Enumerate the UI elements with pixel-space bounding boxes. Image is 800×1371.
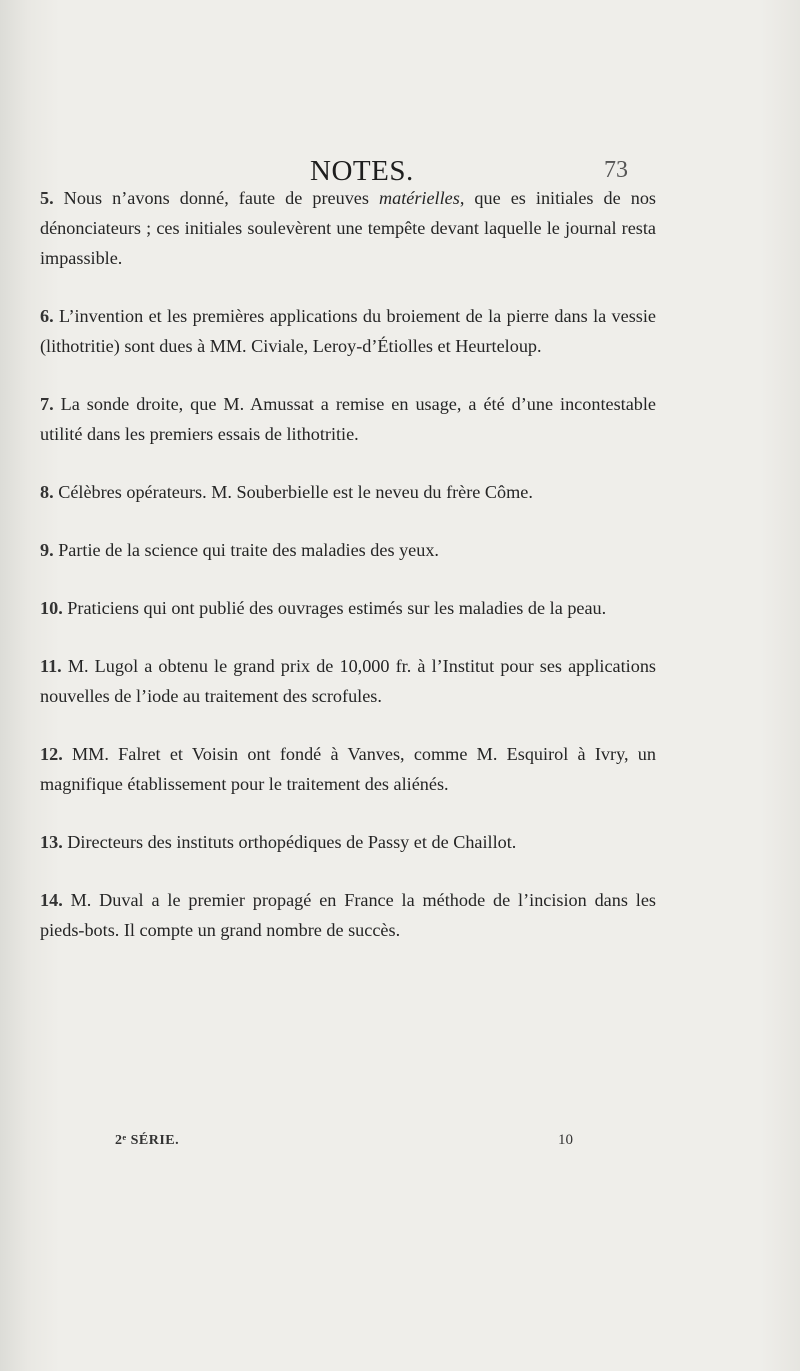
note-text: La sonde droite, que M. Amussat a remise en usage, a été d’une incontestable utilité dans les premiers essais de lithotritie. [40,394,656,444]
note-number: 7. [40,394,54,414]
note-text: Partie de la science qui traite des maladies des yeux. [53,540,439,560]
note-number: 11. [40,656,62,676]
note-number: 6. [40,306,54,326]
note-number: 13. [40,832,63,852]
note-emphasis: matérielles [378,188,460,208]
note-11 [40,651,656,711]
note-7 [40,389,656,449]
note-text: Nous n’avons donné, faute de preuves [53,188,379,208]
note-text: Directeurs des instituts orthopédiques de Passy et de Chaillot. [62,832,517,852]
note-number: 9. [40,540,54,560]
note-text: , que es initiales de nos dénonciateurs ; ces initiales soulevèrent une tempête devant laquelle le journal resta impassible. [40,188,656,268]
note-text: M. Duval a le premier propagé en France la méthode de l’incision dans les pieds-bots. Il compte un grand nombre de succès. [40,890,656,940]
note-8 [40,477,656,507]
note-13 [40,827,656,857]
running-title: NOTES. [310,155,414,187]
note-number: 12. [40,744,63,764]
note-12 [40,739,656,799]
note-6 [40,301,656,361]
note-text: Célèbres opérateurs. M. Souberbielle est le neveu du frère Côme. [53,482,533,502]
note-14 [40,885,656,945]
note-text: M. Lugol a obtenu le grand prix de 10,000 fr. à l’Institut pour ses applications nouvelles de l’iode au traitement des scrofules. [40,656,656,706]
note-number: 10. [40,598,63,618]
note-text: L’invention et les premières applications du broiement de la pierre dans la vessie (lithotritie) sont dues à MM. Civiale, Leroy-d’Étiolles et Heurteloup. [40,306,656,356]
note-number: 8. [40,482,54,502]
page-footer [0,1133,800,1157]
signature-number: 10 [558,1132,573,1148]
page-number: 73 [604,157,628,183]
note-text: MM. Falret et Voisin ont fondé à Vanves, comme M. Esquirol à Ivry, un magnifique établissement pour le traitement des aliénés. [40,744,656,794]
note-9 [40,535,656,565]
signature-mark: 2ᵉ SÉRIE. [115,1133,180,1148]
note-10 [40,593,656,623]
notes-list [40,183,656,945]
note-number: 5. [40,188,54,208]
note-text: Praticiens qui ont publié des ouvrages estimés sur les maladies de la peau. [62,598,607,618]
note-5 [40,183,656,273]
note-number: 14. [40,890,63,910]
